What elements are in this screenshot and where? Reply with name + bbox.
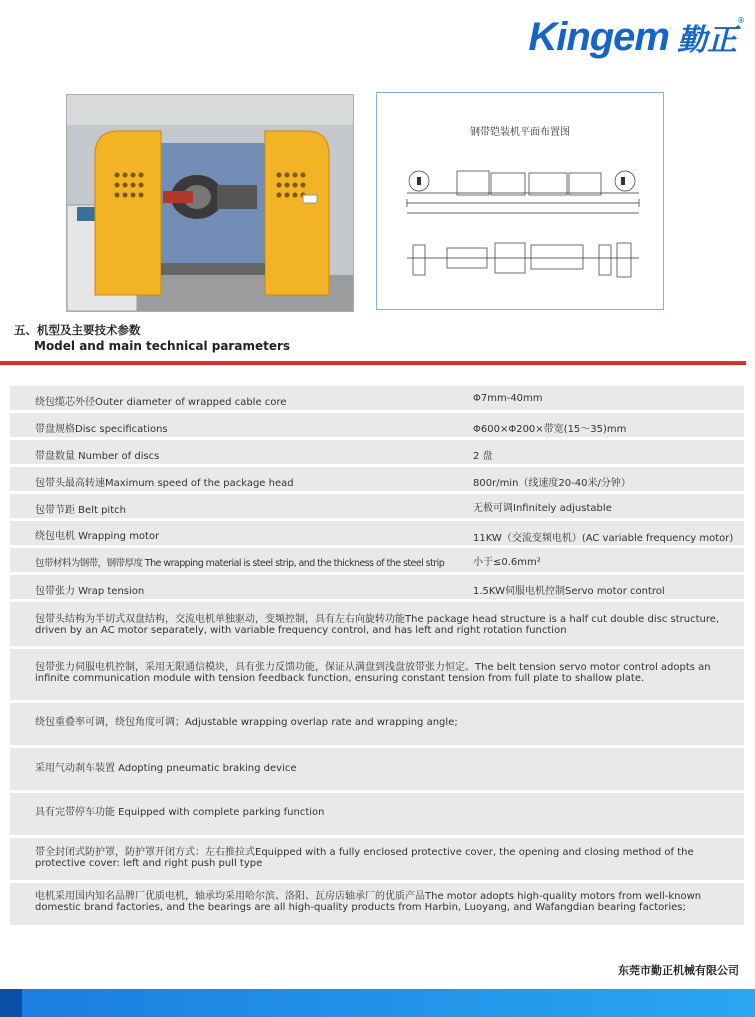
spec-label: 包带节距 Belt pitch — [35, 505, 126, 516]
spec-label: 绕包电机 Wrapping motor — [35, 531, 160, 542]
feature-text: 电机采用国内知名品牌厂优质电机，轴承均采用哈尔滨、洛阳、瓦房店轴承厂的优质产品The motor adopts high-quality motors from well-known domestic brand factories, and the bearings are all high-quality products from Harbin, Luoyang, and Wafangdian bearing factories; — [35, 891, 702, 913]
feature-text: 带全封闭式防护罩，防护罩开闭方式：左右推拉式Equipped with a fully enclosed protective cover, the opening and closing method of the protective cover: left and right push pull type — [35, 847, 694, 869]
feature-text: 绕包重叠率可调，绕包角度可调；Adjustable wrapping overlap rate and wrapping angle; — [35, 717, 458, 728]
spec-label: 包带张力 Wrap tension — [35, 586, 145, 597]
spec-value: Φ600×Φ200×带宽(15～35)mm — [473, 424, 627, 435]
logo-cn-text: 勤正 — [677, 23, 737, 58]
floor-plan-title: 钢带铠装机平面布置图 — [470, 127, 570, 138]
feature-row — [10, 703, 744, 745]
spec-value: 小于≤0.6mm² — [473, 557, 541, 568]
spec-row-wrapping-motor — [10, 521, 744, 545]
feature-text: 具有完带停车功能 Equipped with complete parking function — [35, 807, 325, 818]
company-name: 东莞市勤正机械有限公司 — [618, 964, 739, 977]
section-title-cn: 五、机型及主要技术参数 — [14, 323, 141, 337]
spec-row-disc-count — [10, 440, 744, 464]
spec-value: 2 盘 — [473, 451, 493, 462]
feature-text: 包带头结构为半切式双盘结构，交流电机单独驱动，变频控制，具有左右向旋转功能The package head structure is a half cut double disc structure, driven by an AC motor separately, with variable frequency control, and has left and right rotation function — [35, 614, 720, 636]
brand-logo — [528, 12, 745, 62]
spec-value: 11KW（交流变频电机）(AC variable frequency motor) — [473, 533, 734, 544]
feature-row — [10, 793, 744, 835]
feature-row — [10, 649, 744, 700]
feature-text: 采用气动刹车装置 Adopting pneumatic braking device — [35, 763, 297, 774]
spec-value: Φ7mm-40mm — [473, 393, 543, 404]
spec-label: 绕包缆芯外径Outer diameter of wrapped cable core — [35, 397, 287, 408]
feature-row — [10, 838, 744, 880]
logo-registered-mark: ® — [737, 16, 745, 25]
spec-value: 800r/min（线速度20-40米/分钟） — [473, 478, 631, 489]
feature-row — [10, 748, 744, 790]
spec-row-head-speed — [10, 467, 744, 491]
spec-row-wrap-tension — [10, 575, 744, 599]
feature-row — [10, 602, 744, 646]
spec-row-disc-spec — [10, 413, 744, 437]
spec-row-belt-pitch — [10, 494, 744, 518]
spec-label: 包带头最高转速Maximum speed of the package head — [35, 478, 294, 489]
feature-text: 包带张力伺服电机控制，采用无限通信模块，具有张力反馈功能，保证从满盘到浅盘放带张力恒定。The belt tension servo motor control adopts an infinite communication module with tension feedback function, ensuring constant tension from full plate to shallow plate. — [35, 662, 711, 684]
footer-bar-accent — [0, 989, 22, 1017]
spec-row-core-diameter — [10, 386, 744, 410]
section-divider — [0, 361, 746, 365]
spec-row-material — [10, 548, 744, 572]
spec-value: 无极可调Infinitely adjustable — [473, 503, 612, 514]
footer-bar — [22, 989, 755, 1017]
feature-row — [10, 883, 744, 925]
logo-brand-text: Kingem — [528, 14, 669, 59]
floor-plan-drawing — [376, 92, 664, 310]
spec-label: 带盘规格Disc specifications — [35, 424, 168, 435]
spec-label: 包带材料为钢带，钢带厚度 The wrapping material is steel strip, and the thickness of the steel strip — [35, 558, 445, 569]
machine-photo — [66, 94, 354, 312]
spec-value: 1.5KW伺服电机控制Servo motor control — [473, 586, 665, 597]
spec-label: 带盘数量 Number of discs — [35, 451, 160, 462]
section-title-en: Model and main technical parameters — [34, 339, 291, 353]
